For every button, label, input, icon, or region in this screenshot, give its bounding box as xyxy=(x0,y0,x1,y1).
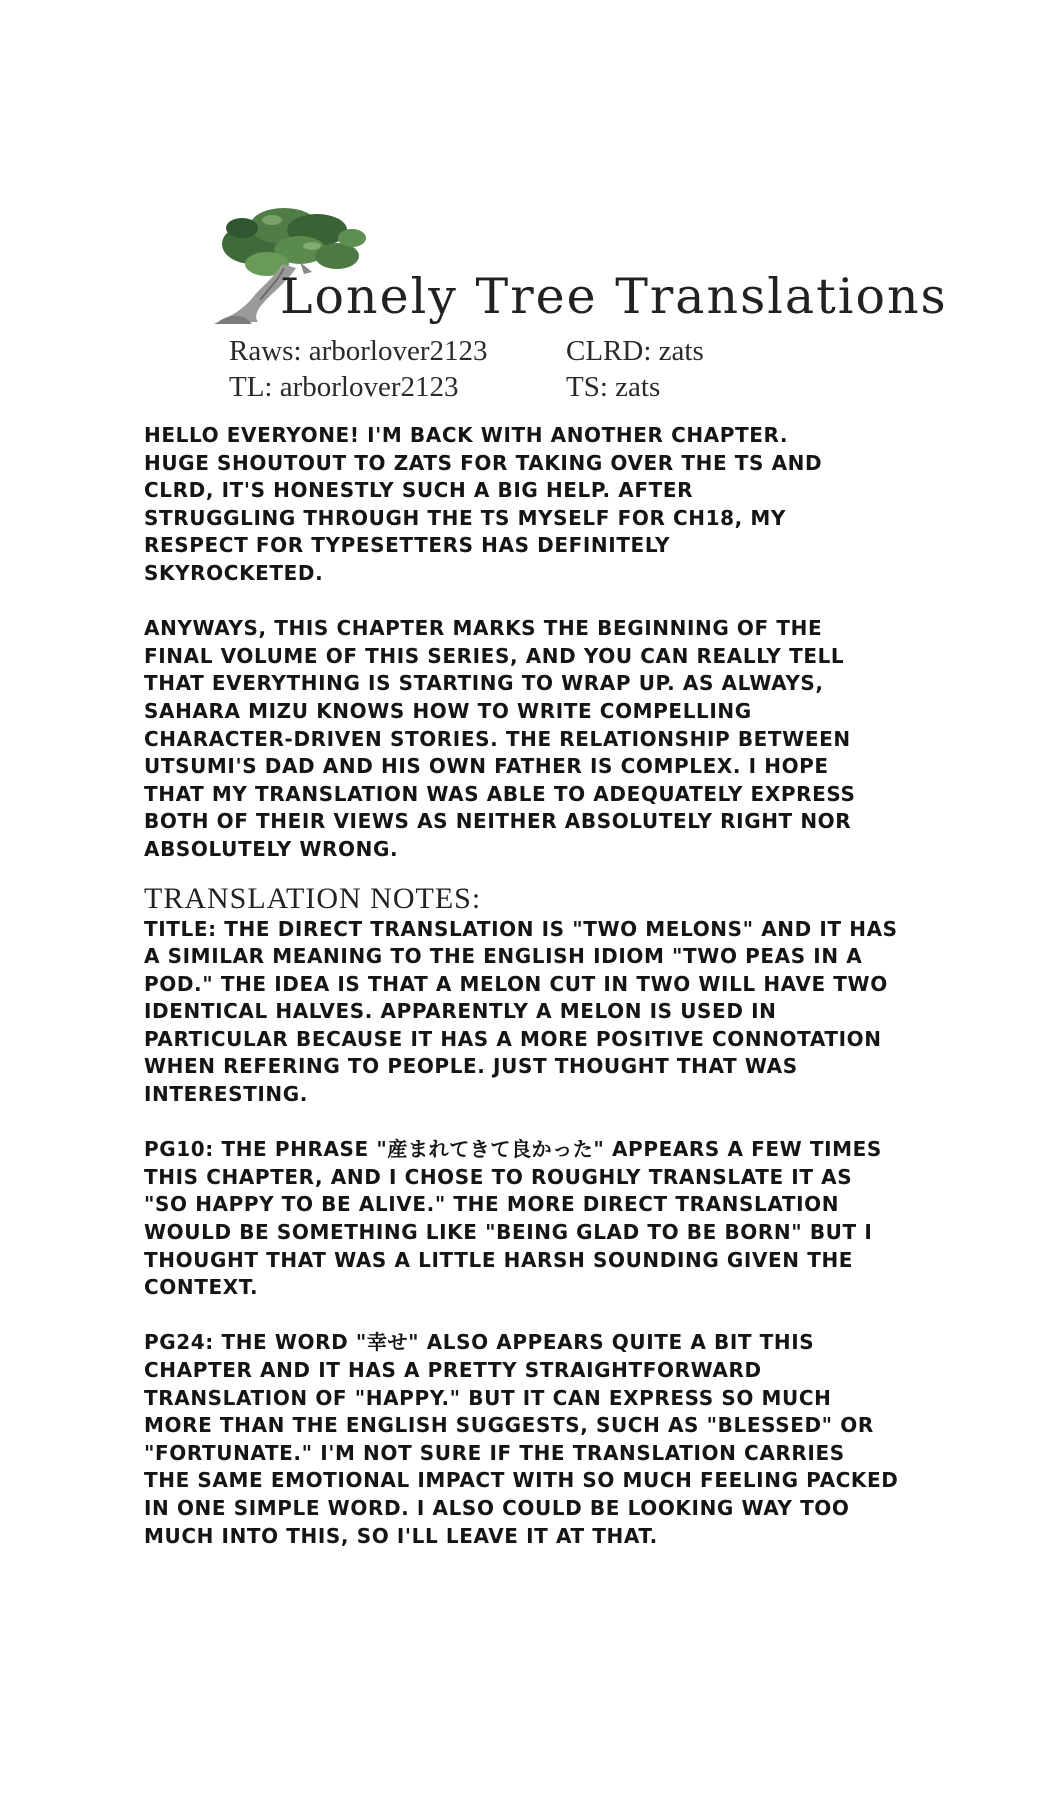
note-pg24: PG24: THE WORD "幸せ" ALSO APPEARS QUITE A BIT THIS CHAPTER AND IT HAS A PRETTY STRAIGHTFORWARD TRANSLATION OF "HAPPY." BUT IT CAN EXPRESS SO MUCH MORE THAN THE ENGLISH SUGGESTS, SUCH AS "BLESSED" OR "FORTUNATE." I'M NOT SURE IF THE TRANSLATION CARRIES THE SAME EMOTIONAL IMPACT WITH SO MUCH FEELING PACKED IN ONE SIMPLE WORD. I ALSO COULD BE LOOKING WAY TOO MUCH INTO THIS, SO I'LL LEAVE IT AT THAT. xyxy=(144,1330,899,1548)
intro-paragraph: HELLO EVERYONE! I'M BACK WITH ANOTHER CHAPTER. HUGE SHOUTOUT TO ZATS FOR TAKING OVER THE TS AND CLRD, IT'S HONESTLY SUCH A BIG HELP. AFTER STRUGGLING THROUGH THE TS MYSELF FOR CH18, MY RESPECT FOR TYPESETTERS HAS DEFINITELY SKYROCKETED. xyxy=(144,423,823,585)
note-title: TITLE: THE DIRECT TRANSLATION IS "TWO MELONS" AND IT HAS A SIMILAR MEANING TO THE ENGLISH IDIOM "TWO PEAS IN A POD." THE IDEA IS THAT A MELON CUT IN TWO WILL HAVE TWO IDENTICAL HALVES. APPARENTLY A MELON IS USED IN PARTICULAR BECAUSE IT HAS A MORE POSITIVE CONNOTATION WHEN REFERING TO PEOPLE. JUST THOUGHT THAT WAS INTERESTING. xyxy=(144,916,898,1107)
notes-content xyxy=(144,422,964,1550)
credits-header xyxy=(0,0,1056,420)
brand-title: Lonely Tree Translations xyxy=(280,268,948,325)
credit-raws: Raws: arborlover2123 xyxy=(229,335,488,367)
credit-clrd: CLRD: zats xyxy=(566,335,704,367)
credit-ts: TS: zats xyxy=(566,371,661,403)
note-pg10: PG10: THE PHRASE "産まれてきて良かった" APPEARS A FEW TIMES THIS CHAPTER, AND I CHOSE TO ROUGHLY TRANSLATE IT AS "SO HAPPY TO BE ALIVE." THE MORE DIRECT TRANSLATION WOULD BE SOMETHING LIKE "BEING GLAD TO BE BORN" BUT I THOUGHT THAT WAS A LITTLE HARSH SOUNDING GIVEN THE CONTEXT. xyxy=(144,1137,882,1300)
notes-heading: TRANSLATION NOTES: xyxy=(144,881,482,915)
intro-paragraph: ANYWAYS, THIS CHAPTER MARKS THE BEGINNING OF THE FINAL VOLUME OF THIS SERIES, AND YOU CAN REALLY TELL THAT EVERYTHING IS STARTING TO WRAP UP. AS ALWAYS, SAHARA MIZU KNOWS HOW TO WRITE COMPELLING CHARACTER-DRIVEN STORIES. THE RELATIONSHIP BETWEEN UTSUMI'S DAD AND HIS OWN FATHER IS COMPLEX. I HOPE THAT MY TRANSLATION WAS ABLE TO ADEQUATELY EXPRESS BOTH OF THEIR VIEWS AS NEITHER ABSOLUTELY RIGHT NOR ABSOLUTELY WRONG. xyxy=(144,616,856,861)
credit-tl: TL: arborlover2123 xyxy=(229,371,459,403)
